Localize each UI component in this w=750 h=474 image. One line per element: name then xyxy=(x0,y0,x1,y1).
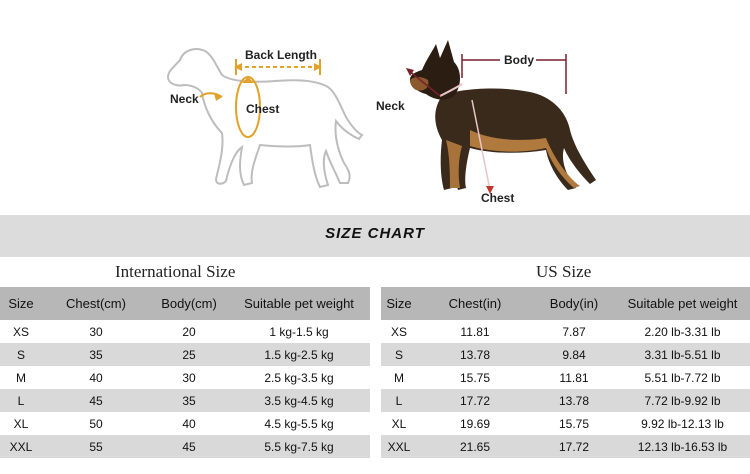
cell-size: S xyxy=(381,343,417,366)
cell-body: 20 xyxy=(182,324,196,339)
dog-outline-diagram xyxy=(150,35,380,205)
header-size: Size xyxy=(0,287,42,320)
header-chest: Chest(in) xyxy=(417,287,533,320)
table-row xyxy=(381,435,750,458)
cell-chest: 19.69 xyxy=(459,416,491,431)
us-size-title: US Size xyxy=(536,262,592,281)
table-row xyxy=(0,435,370,458)
table-header-row xyxy=(381,287,750,320)
header-chest: Chest(cm) xyxy=(42,287,150,320)
cell-weight: 1 kg-1.5 kg xyxy=(269,324,329,339)
cell-weight: 2.20 lb-3.31 lb xyxy=(644,324,721,339)
cell-size: M xyxy=(394,370,404,385)
cell-size: XS xyxy=(12,324,29,339)
cell-weight: 5.51 lb-7.72 lb xyxy=(644,370,721,385)
table-row xyxy=(381,320,750,343)
cell-chest: 30 xyxy=(89,324,103,339)
header-body: Body(in) xyxy=(533,287,615,320)
cell-weight: 9.92 lb-12.13 lb xyxy=(641,416,724,431)
size-chart-title: SIZE CHART xyxy=(325,225,425,242)
cell-body: 25 xyxy=(150,343,228,366)
cell-size: L xyxy=(0,389,42,412)
dog-outline-shape xyxy=(168,49,362,187)
header-size: Size xyxy=(381,287,417,320)
cell-chest: 11.81 xyxy=(460,324,490,339)
cell-size: XS xyxy=(390,324,407,339)
cell-body: 45 xyxy=(150,435,228,458)
table-row xyxy=(381,366,750,389)
size-chart-title-band xyxy=(0,215,750,257)
photo-chest-label: Chest xyxy=(481,191,515,205)
back-length-label: Back Length xyxy=(245,48,318,62)
table-row xyxy=(381,389,750,412)
dog-photo xyxy=(370,30,610,210)
cell-size: XXL xyxy=(0,435,42,458)
cell-chest: 50 xyxy=(89,416,103,431)
cell-chest: 35 xyxy=(42,343,150,366)
cell-chest: 17.72 xyxy=(417,389,533,412)
cell-size: M xyxy=(16,370,26,385)
cell-body: 17.72 xyxy=(533,435,615,458)
cell-chest: 40 xyxy=(89,370,103,385)
cell-chest: 55 xyxy=(42,435,150,458)
cell-body: 40 xyxy=(182,416,196,431)
header-weight: Suitable pet weight xyxy=(615,287,750,320)
cell-body: 15.75 xyxy=(558,416,590,431)
dog-head-shape xyxy=(410,40,460,100)
cell-size: XXL xyxy=(381,435,417,458)
cell-size: S xyxy=(0,343,42,366)
cell-weight: 7.72 lb-9.92 lb xyxy=(615,389,750,412)
cell-body: 35 xyxy=(150,389,228,412)
photo-neck-label: Neck xyxy=(376,99,405,113)
international-size-title: International Size xyxy=(115,262,236,281)
dog-body-shape xyxy=(435,89,596,190)
table-row xyxy=(381,343,750,366)
cell-body: 11.81 xyxy=(559,370,589,385)
cell-body: 13.78 xyxy=(533,389,615,412)
table-row xyxy=(0,343,370,366)
cell-weight: 3.5 kg-4.5 kg xyxy=(228,389,370,412)
table-row xyxy=(381,412,750,435)
cell-weight: 12.13 lb-16.53 lb xyxy=(615,435,750,458)
body-label: Body xyxy=(504,53,534,67)
table-row xyxy=(0,389,370,412)
cell-weight: 2.5 kg-3.5 kg xyxy=(264,370,334,385)
chest-label: Chest xyxy=(246,102,280,116)
table-row xyxy=(0,366,370,389)
table-row xyxy=(0,412,370,435)
cell-body: 9.84 xyxy=(533,343,615,366)
cell-chest: 15.75 xyxy=(459,370,491,385)
table-header-row xyxy=(0,287,370,320)
cell-weight: 3.31 lb-5.51 lb xyxy=(615,343,750,366)
us-size-table xyxy=(381,287,750,458)
cell-weight: 4.5 kg-5.5 kg xyxy=(264,416,334,431)
header-body: Body(cm) xyxy=(150,287,228,320)
cell-body: 30 xyxy=(182,370,196,385)
cell-weight: 5.5 kg-7.5 kg xyxy=(228,435,370,458)
international-size-table xyxy=(0,287,370,458)
german-shepherd-illustration xyxy=(370,30,610,210)
dog-outline-illustration xyxy=(150,35,380,205)
cell-size: XL xyxy=(13,416,29,431)
header-weight: Suitable pet weight xyxy=(228,287,370,320)
neck-label: Neck xyxy=(170,92,199,106)
cell-size: XL xyxy=(391,416,407,431)
cell-body: 7.87 xyxy=(562,324,586,339)
cell-weight: 1.5 kg-2.5 kg xyxy=(228,343,370,366)
table-row xyxy=(0,320,370,343)
cell-chest: 21.65 xyxy=(417,435,533,458)
cell-chest: 13.78 xyxy=(417,343,533,366)
cell-chest: 45 xyxy=(42,389,150,412)
cell-size: L xyxy=(381,389,417,412)
